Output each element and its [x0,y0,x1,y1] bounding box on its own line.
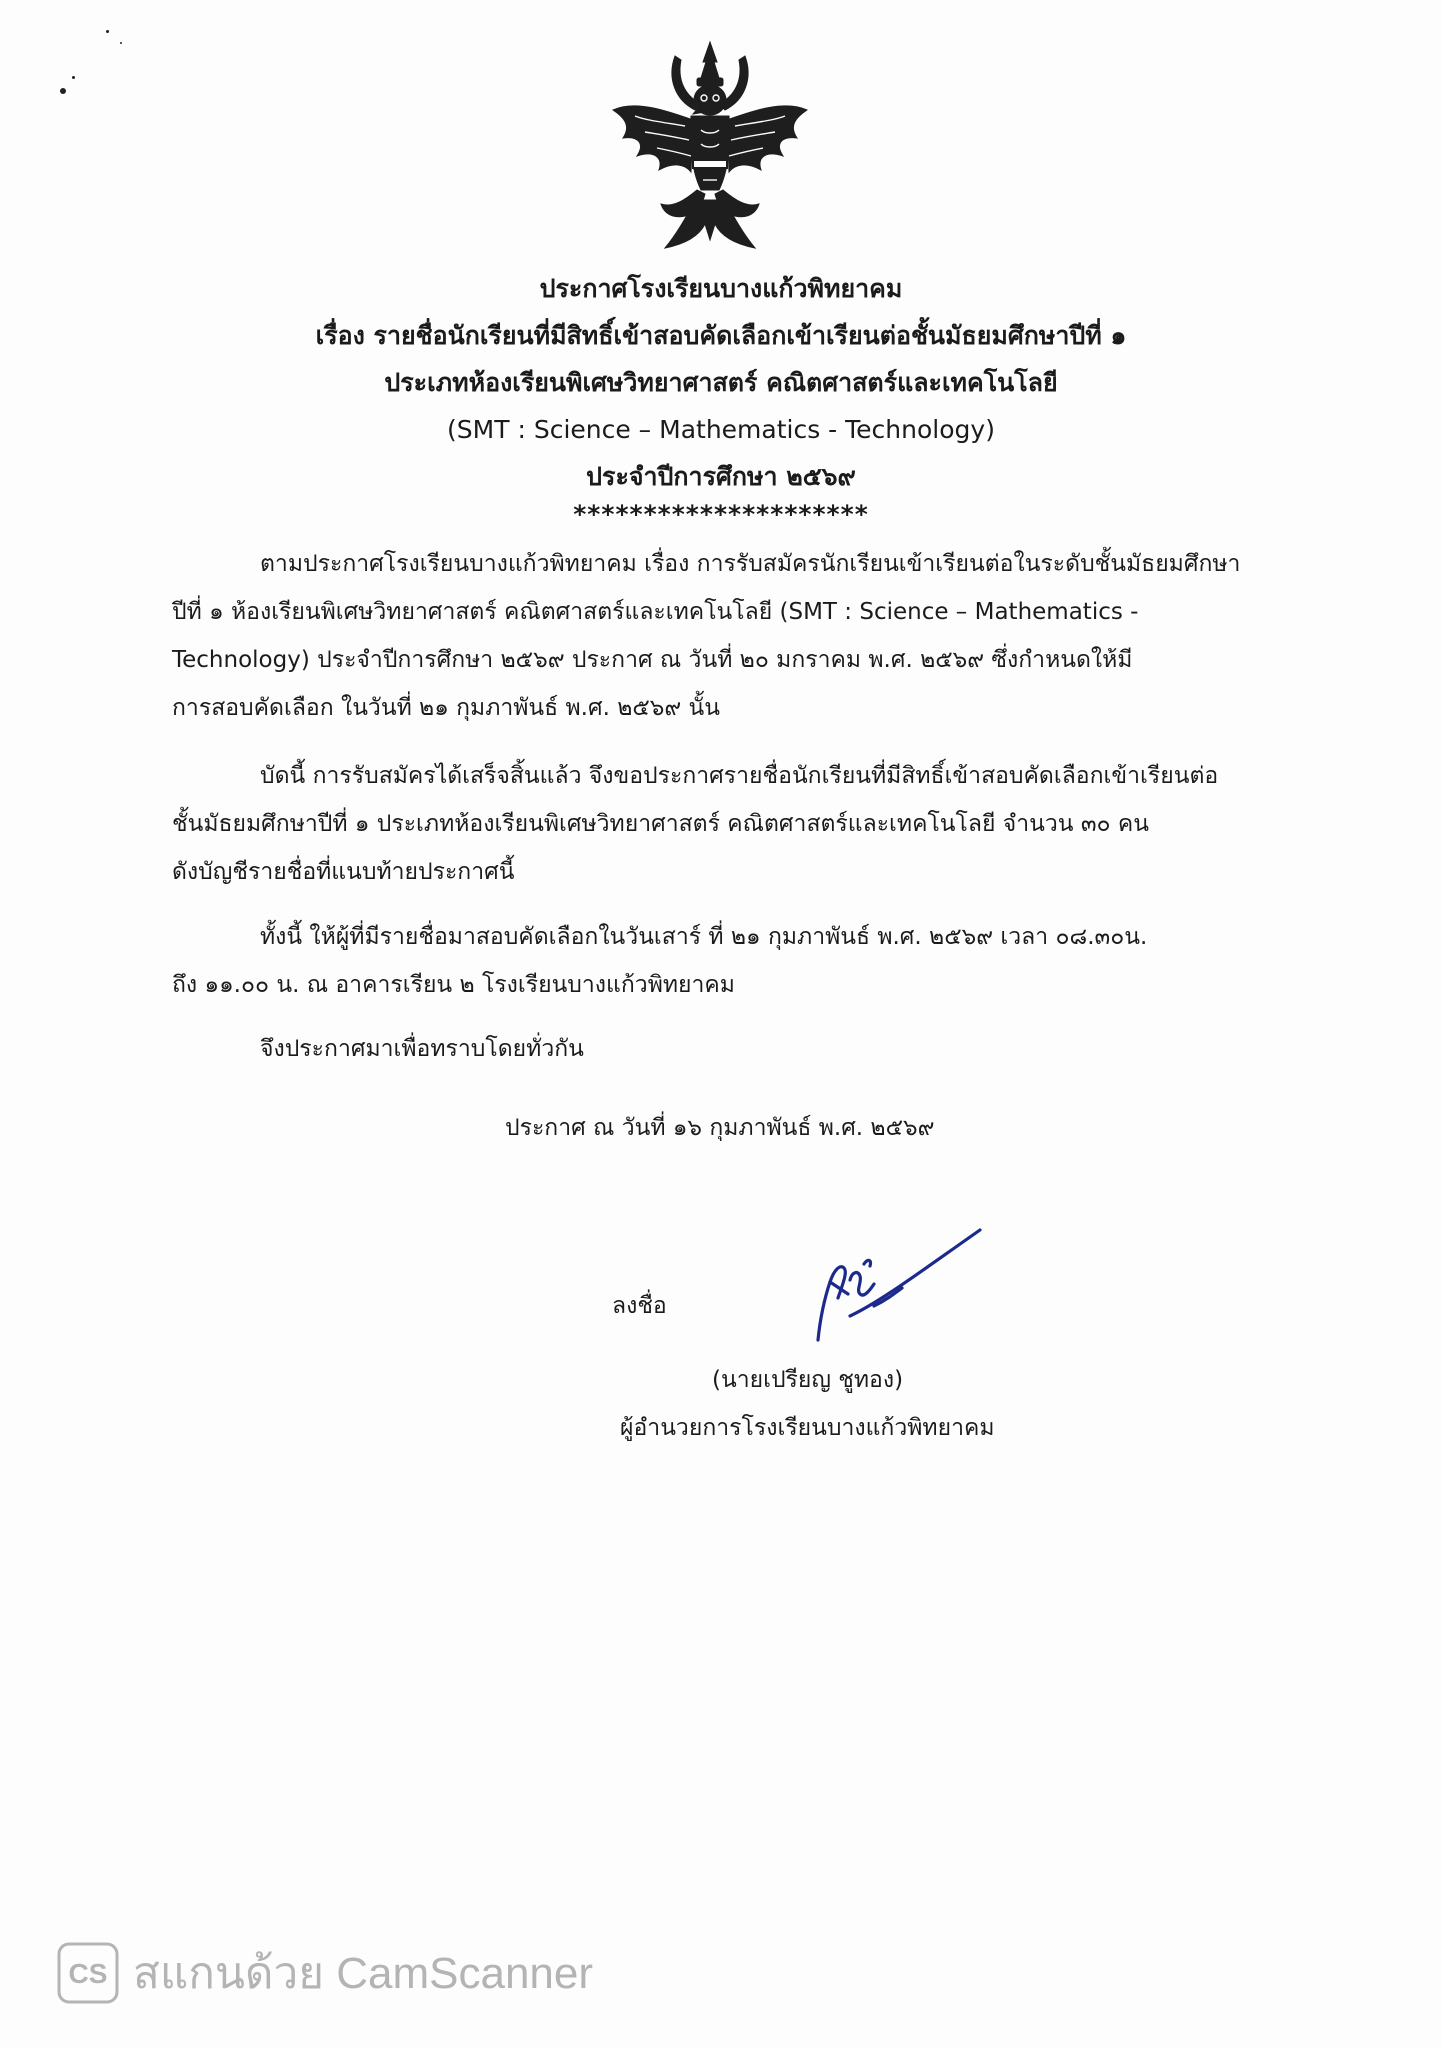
header-program: ประเภทห้องเรียนพิเศษวิทยาศาสตร์ คณิตศาสตร์และเทคโนโลยี [384,368,1058,397]
paragraph-line: ดังบัญชีรายชื่อที่แนบท้ายประกาศนี้ [172,859,515,885]
paragraph-line: ทั้งนี้ ให้ผู้ที่มีรายชื่อมาสอบคัดเลือกในวันเสาร์ ที่ ๒๑ กุมภาพันธ์ พ.ศ. ๒๕๖๙ เวลา ๐๘.๓๐น. [260,924,1148,950]
signer-title: ผู้อำนวยการโรงเรียนบางแก้วพิทยาคม [620,1415,995,1441]
paragraph-closing [172,1025,1272,1073]
signature-label: ลงชื่อ [612,1293,667,1319]
header-separator: ********************* [573,500,869,529]
signer-name: (นายเปรียญ ชูทอง) [712,1367,904,1393]
header-title: ประกาศโรงเรียนบางแก้วพิทยาคม [539,274,903,303]
scan-speck [60,88,66,94]
camscanner-logo-icon [57,1942,119,2004]
scan-speck [72,76,75,79]
paragraph-exam-details [172,913,1272,1009]
paragraph-line: จึงประกาศมาเพื่อทราบโดยทั่วกัน [260,1036,584,1062]
header-subject: เรื่อง รายชื่อนักเรียนที่มีสิทธิ์เข้าสอบคัดเลือกเข้าเรียนต่อชั้นมัธยมศึกษาปีที่ ๑ [315,321,1127,350]
paragraph-line: Technology) ประจำปีการศึกษา ๒๕๖๙ ประกาศ ณ วันที่ ๒๐ มกราคม พ.ศ. ๒๕๖๙ ซึ่งกำหนดให้มี [172,647,1133,673]
paragraph-line: บัดนี้ การรับสมัครได้เสร็จสิ้นแล้ว จึงขอประกาศรายชื่อนักเรียนที่มีสิทธิ์เข้าสอบคัดเลือกเข้าเรียนต่อ [260,763,1219,789]
announcement-header [150,265,1292,530]
paragraph-reference [172,540,1272,732]
scan-speck [120,42,122,44]
paragraph-line: ปีที่ ๑ ห้องเรียนพิเศษวิทยาศาสตร์ คณิตศาสตร์และเทคโนโลยี (SMT : Science – Mathematics - [172,599,1139,625]
header-program-english: (SMT : Science – Mathematics - Technology) [447,415,995,444]
paragraph-line: ชั้นมัธยมศึกษาปีที่ ๑ ประเภทห้องเรียนพิเศษวิทยาศาสตร์ คณิตศาสตร์และเทคโนโลยี จำนวน ๓๐ คน [172,811,1150,837]
camscanner-watermark [57,1938,593,2008]
announcement-date: ประกาศ ณ วันที่ ๑๖ กุมภาพันธ์ พ.ศ. ๒๕๖๙ [505,1115,935,1141]
scan-speck [106,30,109,33]
paragraph-announcement [172,752,1272,896]
paragraph-line: ถึง ๑๑.๐๐ น. ณ อาคารเรียน ๒ โรงเรียนบางแก้วพิทยาคม [172,972,735,998]
paragraph-line: การสอบคัดเลือก ในวันที่ ๒๑ กุมภาพันธ์ พ.ศ. ๒๕๖๙ นั้น [172,695,720,721]
header-academic-year: ประจำปีการศึกษา ๒๕๖๙ [586,462,856,491]
camscanner-logo-text: CS [68,1958,108,1989]
watermark-text: สแกนด้วย CamScanner [133,1949,594,1998]
garuda-emblem-icon [605,40,815,255]
handwritten-signature [790,1220,990,1350]
paragraph-line: ตามประกาศโรงเรียนบางแก้วพิทยาคม เรื่อง การรับสมัครนักเรียนเข้าเรียนต่อในระดับชั้นมัธยมศึกษา [260,551,1241,577]
